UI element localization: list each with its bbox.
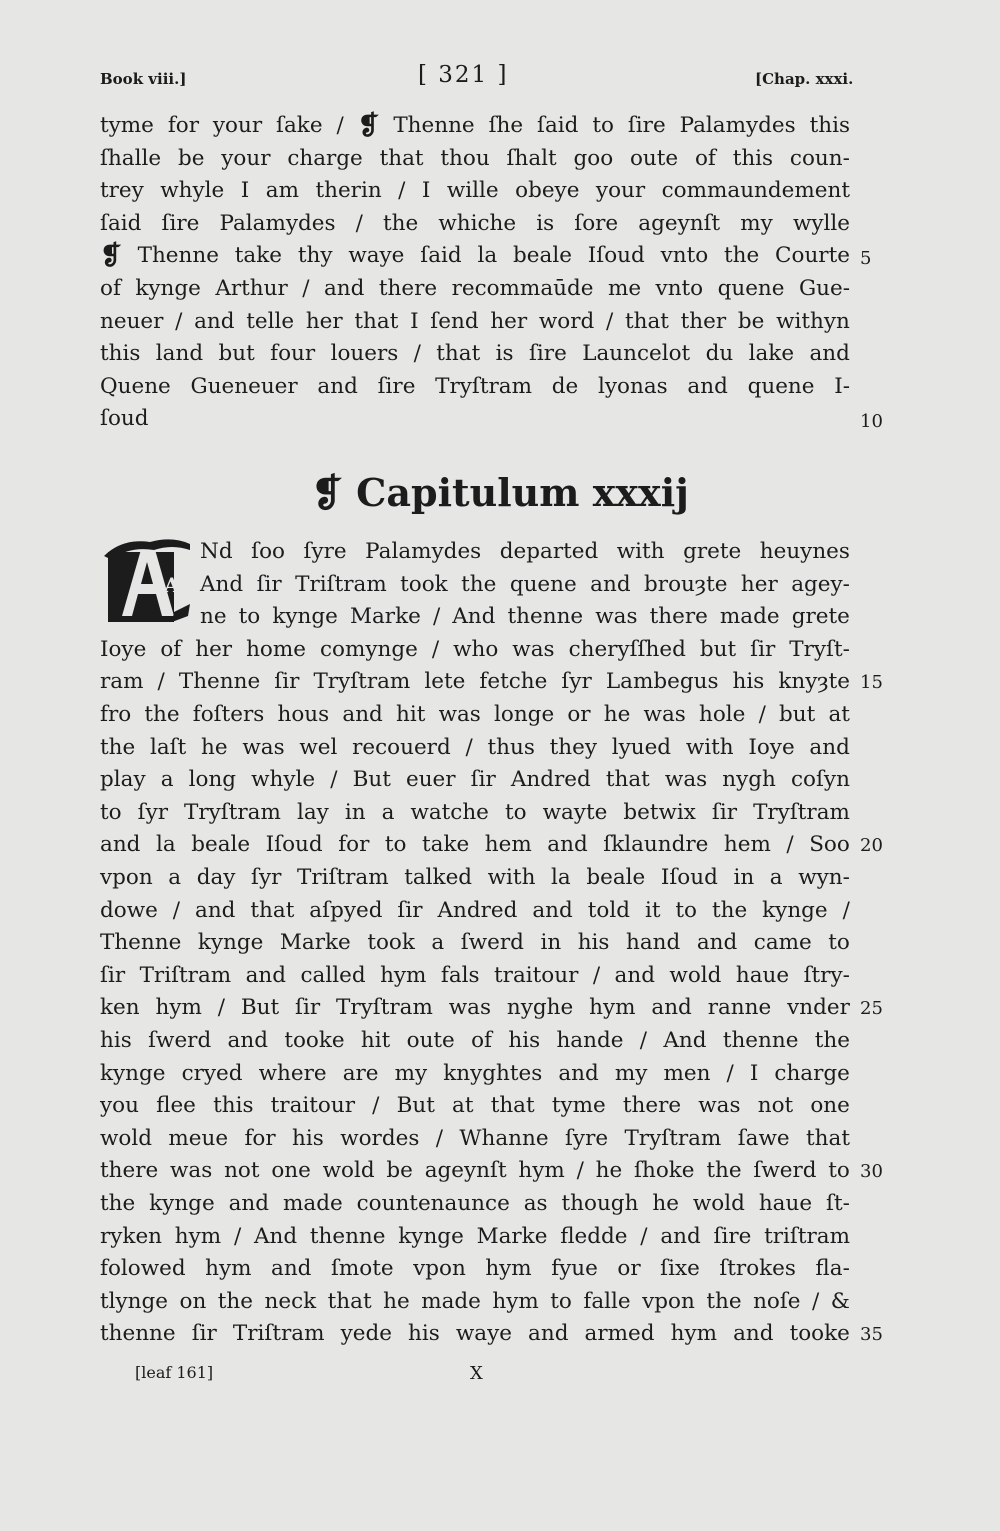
text-line: folowed hym and ſmote vpon hym fyue or ſixe ſtrokes fla- [100, 1256, 850, 1282]
text-line: ſir Triſtram and called hym fals traitour / and wold haue ſtry- [100, 962, 850, 988]
line-number: 5 [860, 248, 872, 269]
text-line: of kynge Arthur / and there recommaūde me vnto quene Gue- [100, 276, 850, 301]
line-number: 30 [860, 1161, 883, 1182]
running-head-book: Book viii.] [100, 70, 187, 88]
text-line: the laſt he was wel recouerd / thus they lyued with Ioye and [100, 734, 850, 760]
text-line: ſhalle be your charge that thou ſhalt goo oute of this coun- [100, 145, 850, 171]
text-line: dowe / and that aſpyed ſir Andred and told it to the kynge / [100, 897, 850, 923]
chapter-heading: ❡ Capitulum xxxij [311, 470, 689, 515]
text-line: and la beale Iſoud for to take hem and ſklaundre hem / Soo [100, 832, 850, 858]
leaf-reference: [leaf 161] [135, 1363, 214, 1382]
text-line: vpon a day ſyr Triſtram talked with la beale Iſoud in a wyn- [100, 865, 850, 890]
signature-mark: X [470, 1363, 483, 1384]
text-line: there was not one wold be ageynſt hym / he ſhoke the ſwerd to [100, 1158, 850, 1184]
text-line: fro the foſters hous and hit was longe or he was hole / but at [100, 702, 850, 727]
text-line: Thenne kynge Marke took a ſwerd in his hand and came to [100, 930, 850, 956]
running-head-chapter: [Chap. xxxi. [755, 70, 854, 88]
text-line: wold meue for his wordes / Whanne ſyre Tryſtram ſawe that [100, 1125, 850, 1151]
page-number: [ 321 ] [418, 62, 509, 88]
line-number: 25 [860, 998, 883, 1019]
text-line: tlynge on the neck that he made hym to falle vpon the noſe / & [100, 1288, 850, 1314]
text-line: his ſwerd and tooke hit oute of his hande / And thenne the [100, 1028, 850, 1053]
text-line: ❡ Thenne take thy waye ſaid la beale Iſoud vnto the Courte [100, 241, 850, 272]
line-number: 20 [860, 835, 883, 856]
text-line: ken hym / But ſir Tryſtram was nyghe hym and ranne vnder [100, 995, 850, 1021]
text-line: trey whyle I am therin / I wille obeye your commaundement [100, 178, 850, 204]
text-line: play a long whyle / But euer ſir Andred that was nygh coſyn [100, 767, 850, 793]
text-line: ryken hym / And thenne kynge Marke fledde / and ſire triſtram [100, 1223, 850, 1249]
text-line: ſaid ſire Palamydes / the whiche is ſore ageynſt my wylle [100, 210, 850, 236]
text-line: And ſir Triſtram took the quene and brouȝte her agey- [200, 571, 850, 597]
text-line: to ſyr Tryſtram lay in a watche to wayte betwix ſir Tryſtram [100, 799, 850, 825]
text-line: this land but four louers / that is ſire Launcelot du lake and [100, 341, 850, 367]
line-number: 15 [860, 672, 883, 693]
line-number: 10 [860, 411, 883, 432]
text-line: kynge cryed where are my knyghtes and my men / I charge [100, 1060, 850, 1086]
line-number: 35 [860, 1324, 883, 1345]
text-line: neuer / and telle her that I ſend her word / that ther be withyn [100, 308, 850, 334]
text-line: Quene Gueneuer and ſire Tryſtram de lyonas and quene I- [100, 373, 850, 399]
text-line: you flee this traitour / But at that tyme there was not one [100, 1093, 850, 1119]
text-line: Nd ſoo ſyre Palamydes departed with grete heuynes [200, 539, 850, 564]
text-line: ram / Thenne ſir Tryſtram lete fetche ſyr Lambegus his knyȝte [100, 669, 850, 695]
text-line: ne to kynge Marke / And thenne was there made grete [200, 604, 850, 630]
drop-cap-a [102, 532, 194, 624]
svg-text:A: A [164, 573, 180, 597]
text-line: ſoud [100, 406, 149, 432]
text-line: thenne ſir Triſtram yede his waye and armed hym and tooke [100, 1321, 850, 1347]
text-line: tyme for your ſake / ❡ Thenne ſhe ſaid to ſire Palamydes this [100, 111, 850, 141]
text-line: the kynge and made countenaunce as though he wold haue ſt- [100, 1191, 850, 1216]
text-line: Ioye of her home comynge / who was cheryſſhed but ſir Tryſt- [100, 636, 850, 662]
